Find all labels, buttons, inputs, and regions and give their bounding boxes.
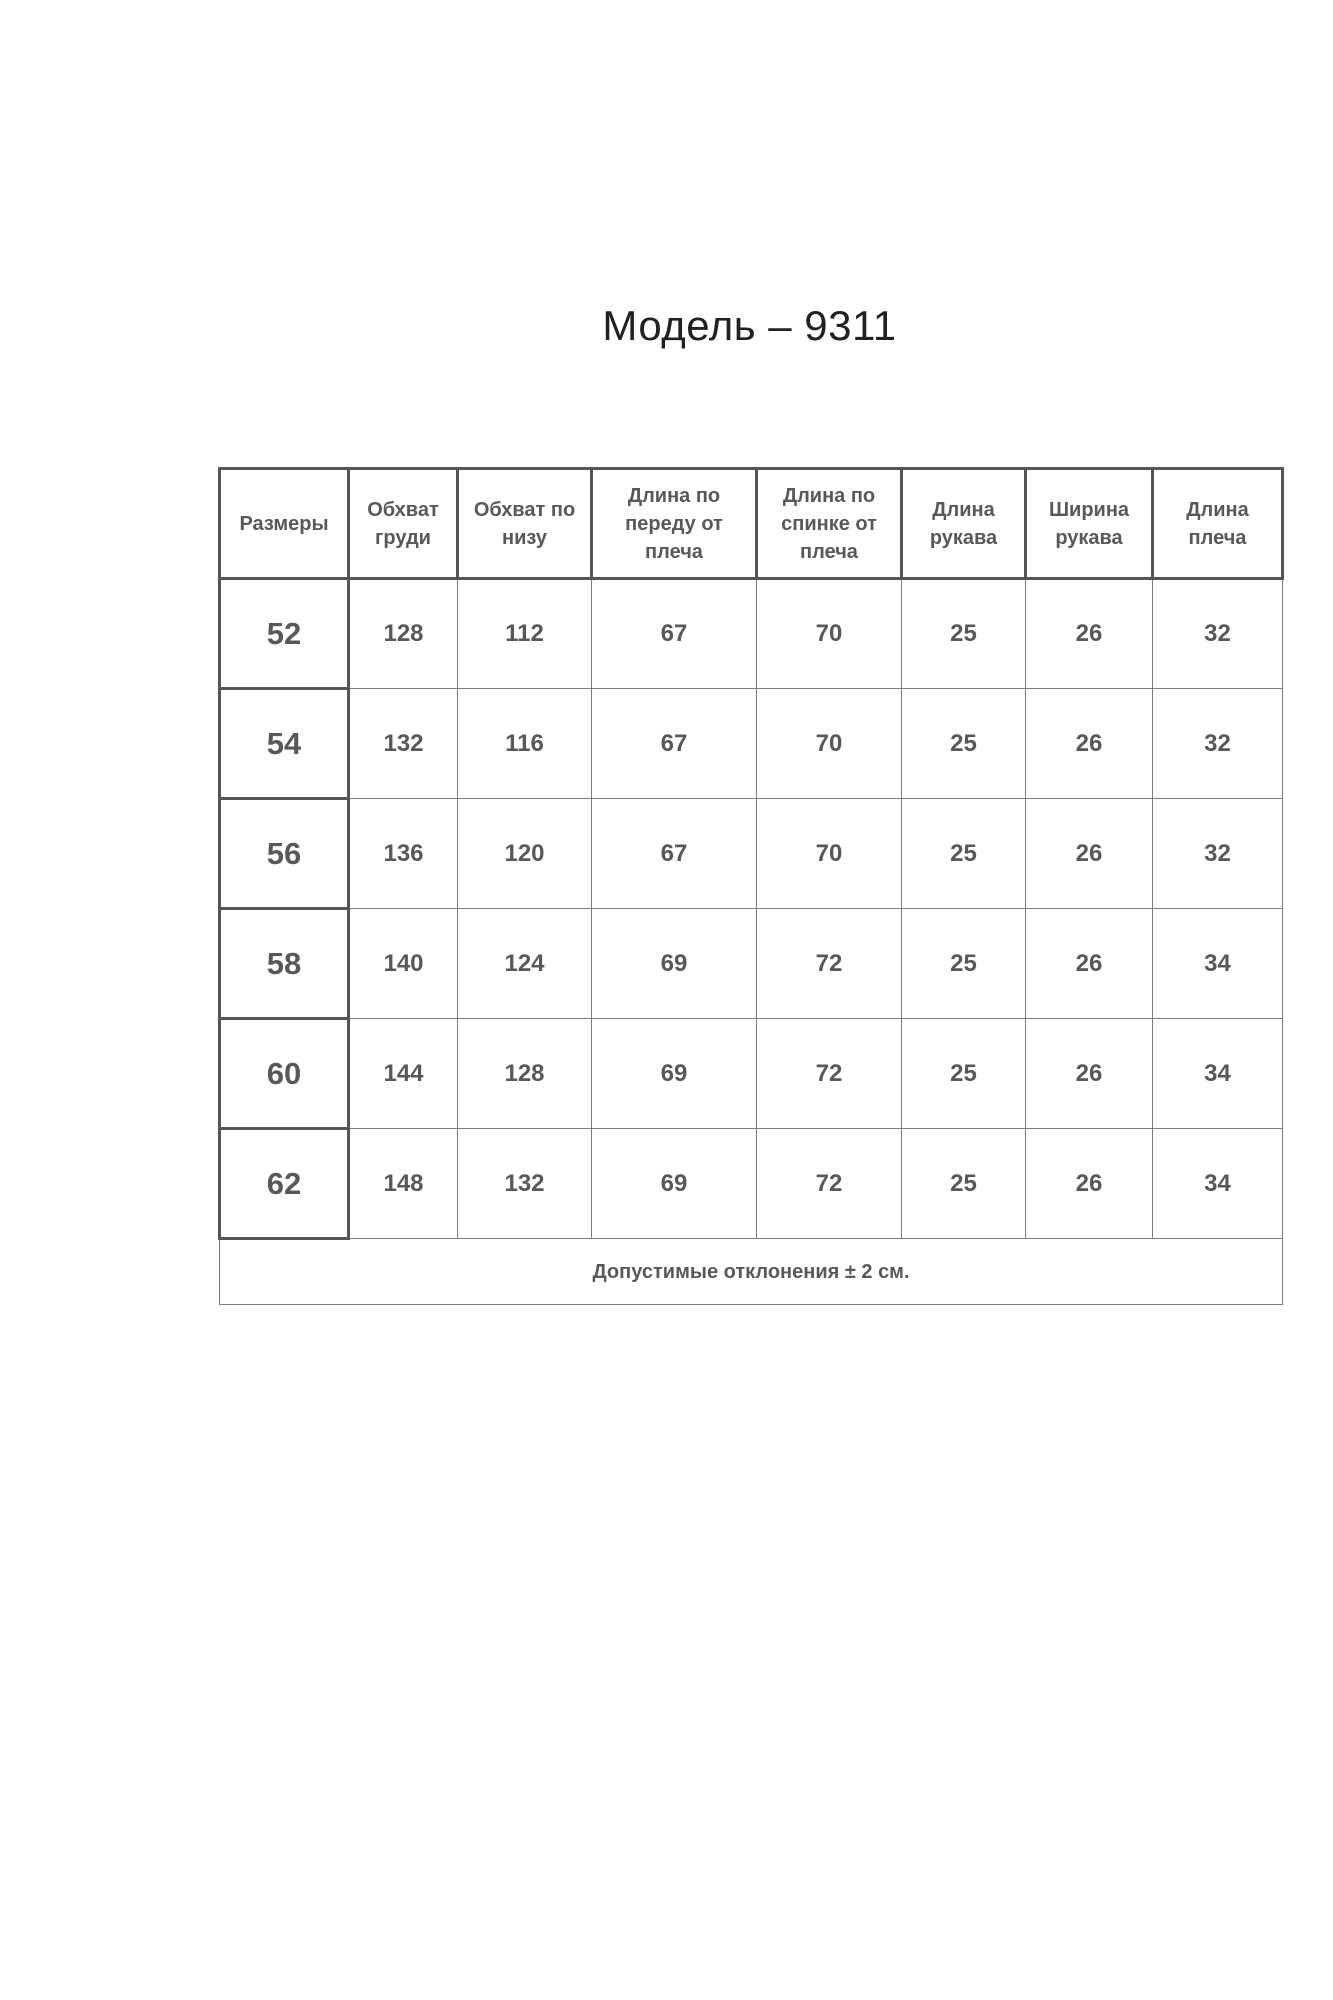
data-cell: 34 [1153,1019,1283,1129]
data-cell: 69 [592,1129,757,1239]
table-row [220,579,1283,689]
data-cell: 32 [1153,579,1283,689]
size-cell: 62 [220,1129,349,1239]
data-cell: 69 [592,1019,757,1129]
size-cell: 52 [220,579,349,689]
data-cell: 32 [1153,689,1283,799]
header-cell: Размеры [220,469,349,579]
data-cell: 32 [1153,799,1283,909]
size-cell: 56 [220,799,349,909]
header-cell: Обхват груди [349,469,458,579]
data-cell: 25 [902,689,1026,799]
header-cell: Длина по переду от плеча [592,469,757,579]
data-cell: 25 [902,909,1026,1019]
data-cell: 26 [1026,689,1153,799]
header-row [220,469,1283,579]
data-cell: 25 [902,579,1026,689]
table-row [220,689,1283,799]
data-cell: 26 [1026,1019,1153,1129]
data-cell: 148 [349,1129,458,1239]
data-cell: 136 [349,799,458,909]
data-cell: 25 [902,1019,1026,1129]
tolerance-note: Допустимые отклонения ± 2 см. [220,1239,1283,1305]
data-cell: 70 [757,799,902,909]
data-cell: 34 [1153,1129,1283,1239]
data-cell: 144 [349,1019,458,1129]
data-cell: 120 [458,799,592,909]
data-cell: 67 [592,579,757,689]
data-cell: 128 [458,1019,592,1129]
header-cell: Ширина рукава [1026,469,1153,579]
footer-row [220,1239,1283,1305]
data-cell: 70 [757,689,902,799]
data-cell: 72 [757,1129,902,1239]
table-row [220,1019,1283,1129]
data-cell: 116 [458,689,592,799]
data-cell: 26 [1026,579,1153,689]
header-cell: Обхват по низу [458,469,592,579]
size-table [218,467,1284,1305]
data-cell: 140 [349,909,458,1019]
data-cell: 26 [1026,799,1153,909]
data-cell: 67 [592,799,757,909]
data-cell: 26 [1026,909,1153,1019]
data-cell: 132 [349,689,458,799]
table-row [220,1129,1283,1239]
page-title: Модель – 9311 [602,302,897,349]
data-cell: 124 [458,909,592,1019]
data-cell: 26 [1026,1129,1153,1239]
size-cell: 54 [220,689,349,799]
data-cell: 112 [458,579,592,689]
header-cell: Длина плеча [1153,469,1283,579]
data-cell: 34 [1153,909,1283,1019]
table-body [220,579,1283,1239]
data-cell: 25 [902,1129,1026,1239]
table-row [220,799,1283,909]
data-cell: 25 [902,799,1026,909]
data-cell: 67 [592,689,757,799]
table-row [220,909,1283,1019]
data-cell: 72 [757,1019,902,1129]
size-cell: 60 [220,1019,349,1129]
data-cell: 70 [757,579,902,689]
data-cell: 69 [592,909,757,1019]
size-cell: 58 [220,909,349,1019]
data-cell: 128 [349,579,458,689]
header-cell: Длина рукава [902,469,1026,579]
header-cell: Длина по спинке от плеча [757,469,902,579]
data-cell: 72 [757,909,902,1019]
data-cell: 132 [458,1129,592,1239]
